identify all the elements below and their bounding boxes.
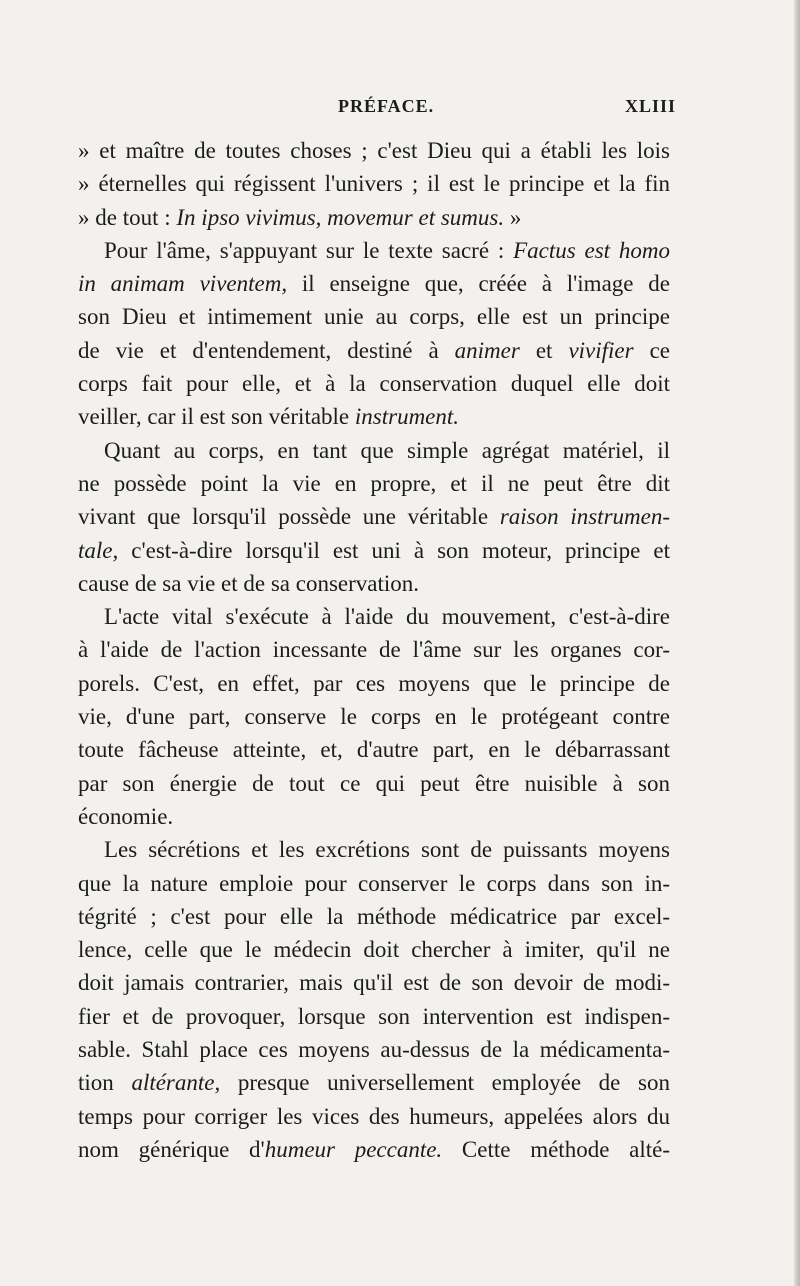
italic-word: tale, (78, 537, 119, 563)
text-line: corps fait pour elle, et à la conservation duquel elle doit (78, 371, 670, 397)
italic-quote: in animam viventem, (78, 271, 288, 297)
paragraph-start-line: L'acte vital s'exécute à l'aide du mouvement, c'est-à-dire (104, 604, 670, 630)
italic-quote: Factus est homo (513, 237, 670, 263)
text-line: vivant que lorsqu'il possède une véritable raison instrumen- (78, 504, 670, 530)
text-line: fier et de provoquer, lorsque son intervention est indispen- (78, 1003, 670, 1029)
text-line: cause de sa vie et de sa conservation. (78, 570, 420, 596)
text-line: de vie et d'entendement, destiné à animer et vivifier ce (78, 337, 670, 363)
text-line: doit jamais contrarier, mais qu'il est de son devoir de modi- (78, 970, 670, 996)
italic-word: animer (454, 337, 520, 363)
text-line: à l'aide de l'action incessante de l'âme sur les organes cor- (78, 637, 670, 663)
text-line: tégrité ; c'est pour elle la méthode médicatrice par excel- (78, 903, 670, 929)
italic-word: instrument. (354, 404, 460, 430)
paragraph-start-line: Pour l'âme, s'appuyant sur le texte sacré : Factus est homo (104, 237, 670, 263)
page-edge-shadow (794, 0, 800, 1286)
body-text (78, 134, 670, 1166)
text-line: temps pour corriger les vices des humeurs, appelées alors du (78, 1103, 670, 1129)
text-line: nom générique d'humeur peccante. Cette méthode alté- (78, 1136, 670, 1162)
paragraph-start-line: Les sécrétions et les excrétions sont de puissants moyens (104, 837, 670, 863)
italic-word: raison instrumen- (499, 504, 670, 530)
text-line: économie. (78, 803, 174, 829)
paragraph-start-line: Quant au corps, en tant que simple agrégat matériel, il (104, 437, 670, 463)
text-line: vie, d'une part, conserve le corps en le protégeant contre (78, 704, 670, 730)
text-line: sable. Stahl place ces moyens au-dessus de la médicamenta- (78, 1037, 670, 1063)
page-number: XLIII (624, 96, 676, 116)
text-line: son Dieu et intimement unie au corps, elle est un principe (78, 304, 670, 330)
italic-quote: In ipso vivimus, movemur et sumus. (176, 204, 505, 230)
text-line: lence, celle que le médecin doit chercher à imiter, qu'il ne (78, 937, 670, 963)
text-line: que la nature emploie pour conserver le corps dans son in- (78, 870, 670, 896)
italic-word: altérante, (131, 1070, 221, 1096)
italic-word: vivifier (568, 337, 634, 363)
text-line: in animam viventem, il enseigne que, créée à l'image de (78, 271, 670, 297)
text-line: » et maître de toutes choses ; c'est Dieu qui a établi les lois (78, 138, 670, 163)
text-line: veiller, car il est son véritable instrument. (78, 404, 460, 430)
text-line: » de tout : In ipso vivimus, movemur et sumus. » (78, 204, 522, 230)
italic-word: humeur peccante. (264, 1136, 443, 1162)
text-line: porels. C'est, en effet, par ces moyens que le principe de (78, 670, 670, 696)
running-head (78, 96, 676, 126)
text-line: toute fâcheuse atteinte, et, d'autre part, en le débarrassant (78, 737, 670, 763)
text-line: tale, c'est-à-dire lorsqu'il est uni à son moteur, principe et (78, 537, 670, 563)
running-title: PRÉFACE. (338, 96, 435, 116)
text-line: ne possède point la vie en propre, et il ne peut être dit (78, 470, 670, 496)
text-line: tion altérante, presque universellement employée de son (78, 1070, 670, 1096)
text-line: par son énergie de tout ce qui peut être nuisible à son (78, 770, 670, 796)
text-line: » éternelles qui régissent l'univers ; il est le principe et la fin (78, 171, 670, 197)
